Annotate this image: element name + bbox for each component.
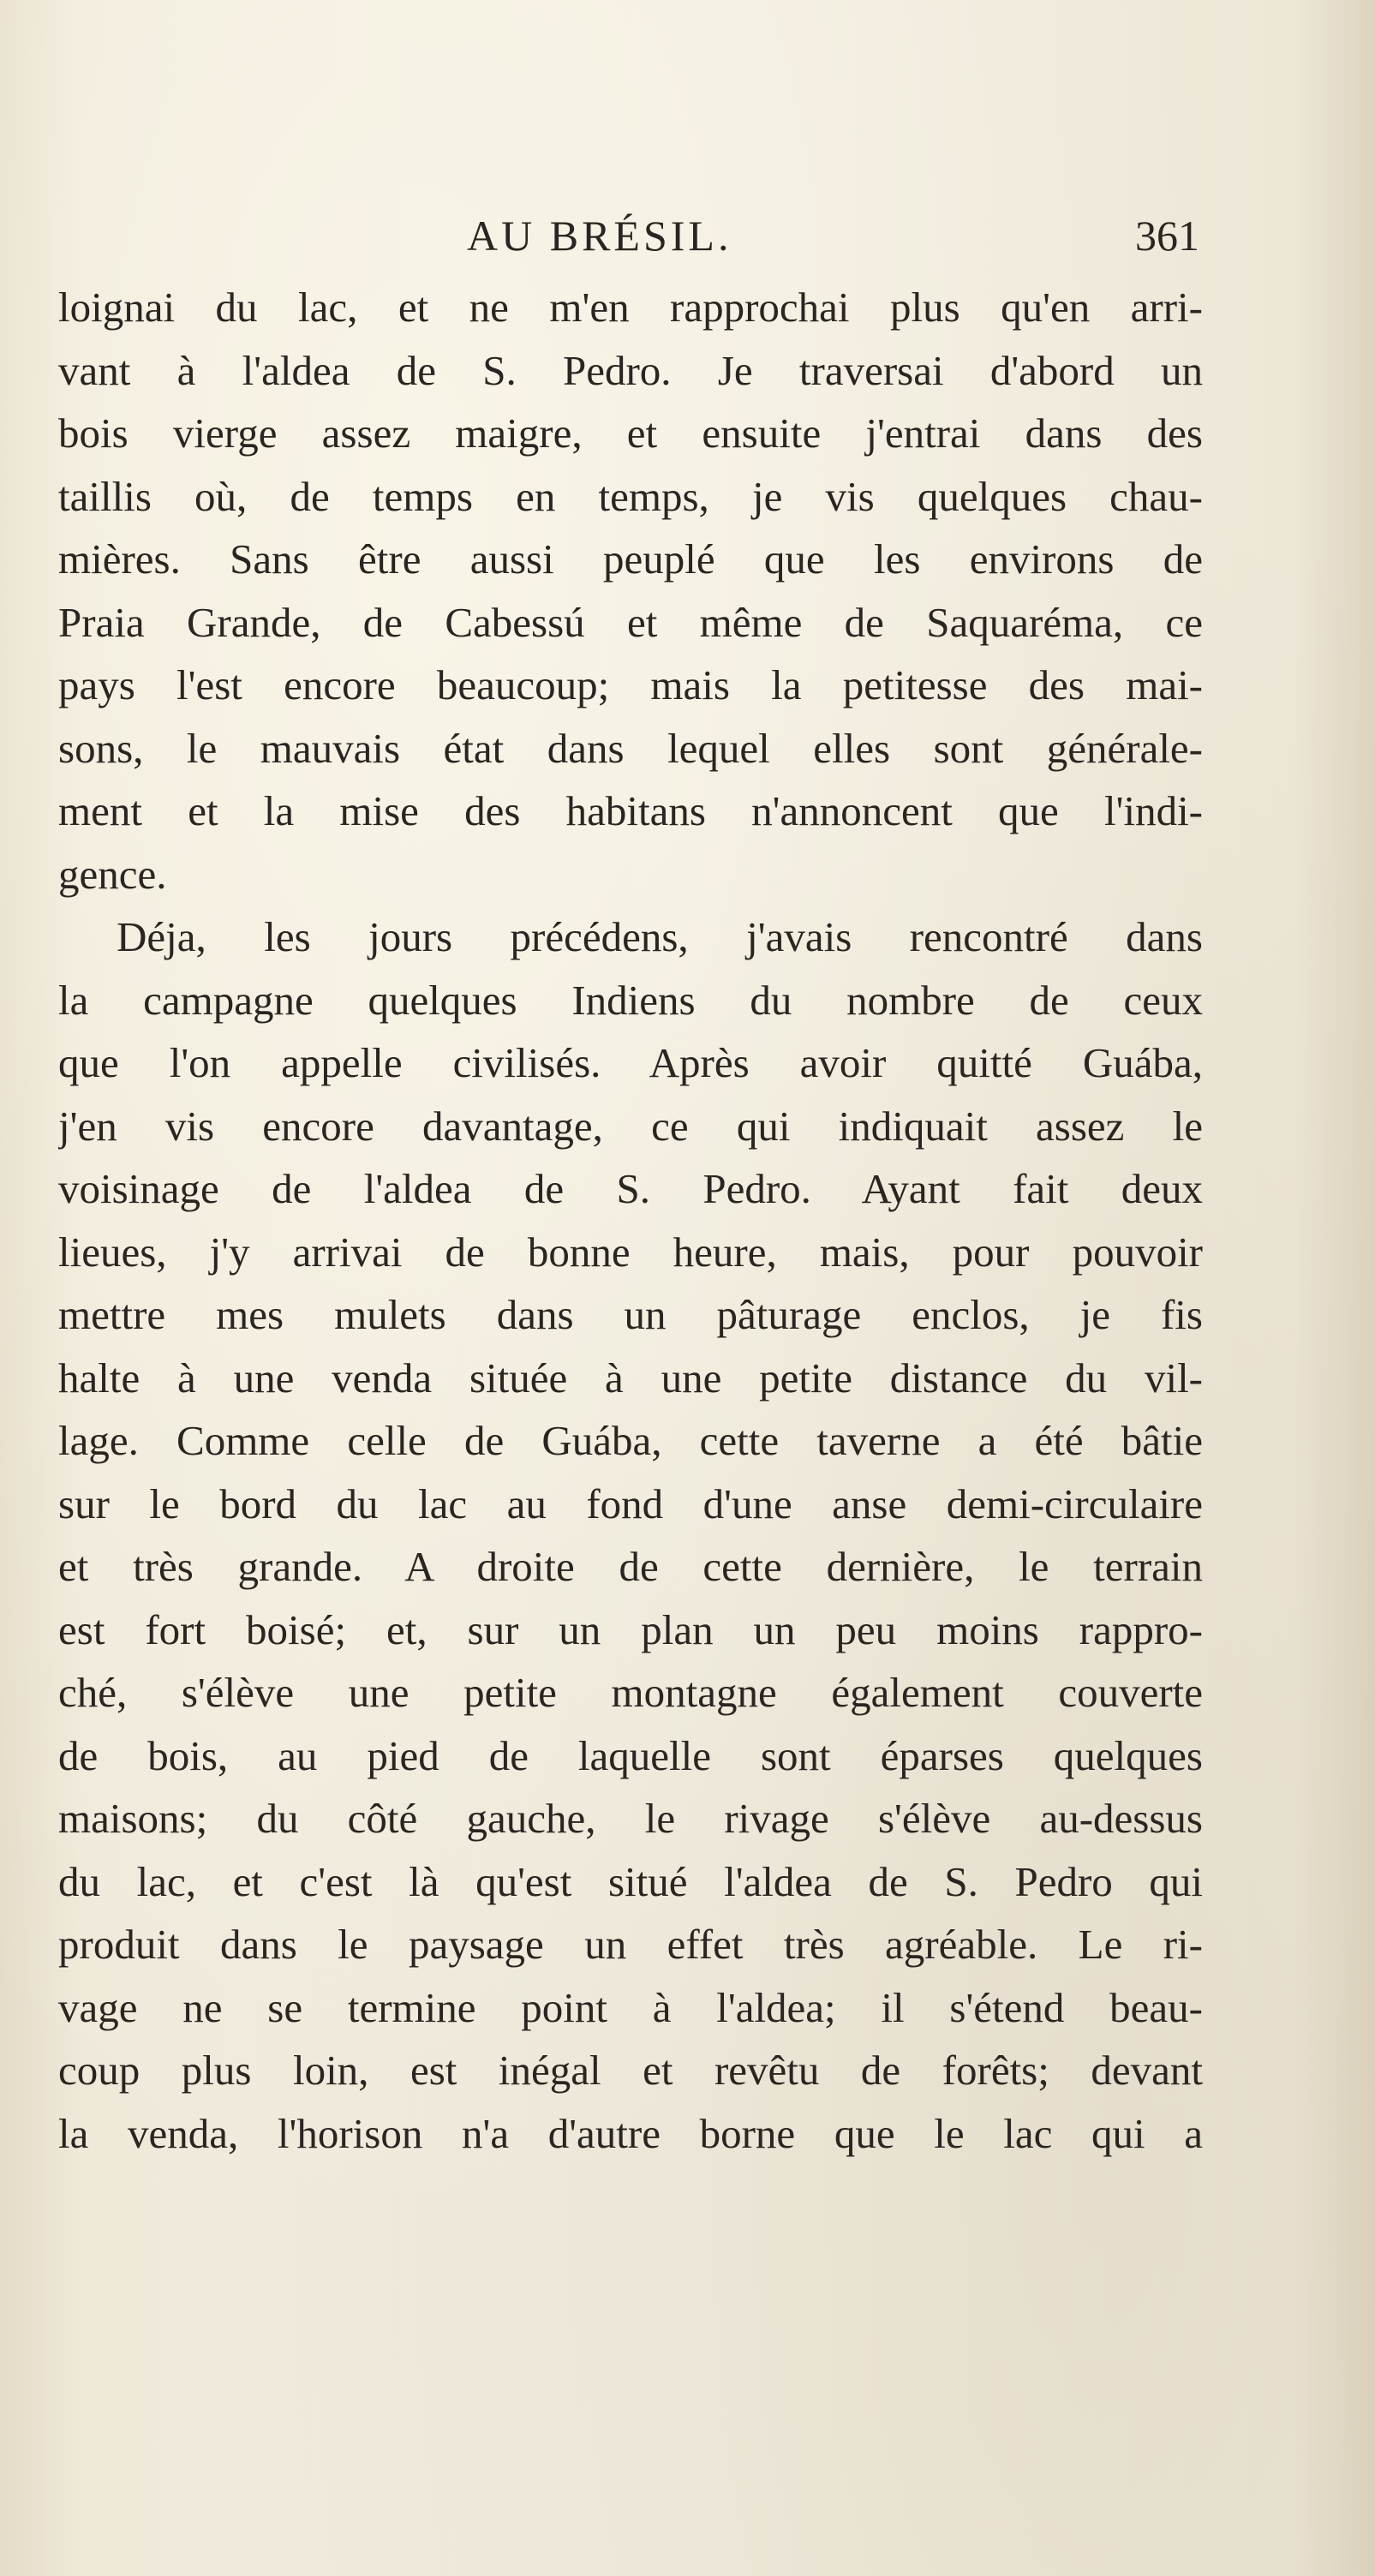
text-line: que l'on appelle civilisés. Après avoir quitté Guába, bbox=[58, 1039, 1203, 1086]
text-line: taillis où, de temps en temps, je vis quelques chau- bbox=[58, 472, 1203, 520]
page-header bbox=[0, 206, 1375, 266]
body-text bbox=[58, 276, 1203, 2165]
text-line: coup plus loin, est inégal et revêtu de forêts; devant bbox=[58, 2047, 1203, 2094]
paragraph-1 bbox=[58, 276, 1203, 905]
page-number: 361 bbox=[1135, 212, 1199, 260]
text-line: maisons; du côté gauche, le rivage s'élève au-dessus bbox=[58, 1795, 1203, 1842]
text-line: pays l'est encore beaucoup; mais la petitesse des mai- bbox=[58, 661, 1203, 708]
text-line: vant à l'aldea de S. Pedro. Je traversai d'abord un bbox=[58, 346, 1203, 394]
text-line: du lac, et c'est là qu'est situé l'aldea de S. Pedro qui bbox=[58, 1857, 1203, 1905]
text-line: est fort boisé; et, sur un plan un peu moins rappro- bbox=[58, 1605, 1203, 1653]
text-line: Déja, les jours précédens, j'avais rencontré dans bbox=[117, 913, 1203, 960]
text-line: sur le bord du lac au fond d'une anse demi-circulaire bbox=[58, 1479, 1203, 1527]
text-line: de bois, au pied de laquelle sont éparses quelques bbox=[58, 1731, 1203, 1779]
paragraph-2 bbox=[58, 905, 1203, 2165]
text-line: halte à une venda située à une petite distance du vil- bbox=[58, 1354, 1203, 1402]
text-line: j'en vis encore davantage, ce qui indiquait assez le bbox=[58, 1102, 1203, 1150]
text-line: sons, le mauvais état dans lequel elles sont générale- bbox=[58, 724, 1203, 772]
text-line: loignai du lac, et ne m'en rapprochai plus qu'en arri- bbox=[58, 284, 1203, 331]
text-line: la campagne quelques Indiens du nombre de ceux bbox=[58, 976, 1203, 1024]
text-line: mières. Sans être aussi peuplé que les environs de bbox=[58, 535, 1203, 583]
text-line: lieues, j'y arrivai de bonne heure, mais, pour pouvoir bbox=[58, 1228, 1203, 1276]
text-line: lage. Comme celle de Guába, cette taverne a été bâtie bbox=[58, 1417, 1203, 1464]
text-line: gence. bbox=[58, 850, 167, 898]
text-line: Praia Grande, de Cabessú et même de Saquaréma, ce bbox=[58, 598, 1203, 646]
text-line: ment et la mise des habitans n'annoncent que l'indi- bbox=[58, 787, 1203, 834]
text-line: la venda, l'horison n'a d'autre borne que le lac qui a bbox=[58, 2109, 1203, 2157]
running-title: AU BRÉSIL. bbox=[467, 212, 732, 260]
text-line: mettre mes mulets dans un pâturage enclos, je fis bbox=[58, 1291, 1203, 1338]
text-line: produit dans le paysage un effet très agréable. Le ri- bbox=[58, 1921, 1203, 1968]
text-line: et très grande. A droite de cette dernière, le terrain bbox=[58, 1543, 1203, 1590]
text-line: bois vierge assez maigre, et ensuite j'entrai dans des bbox=[58, 409, 1203, 457]
text-line: ché, s'élève une petite montagne également couverte bbox=[58, 1669, 1203, 1716]
text-line: voisinage de l'aldea de S. Pedro. Ayant fait deux bbox=[58, 1165, 1203, 1212]
text-line: vage ne se termine point à l'aldea; il s'étend beau- bbox=[58, 1983, 1203, 2031]
